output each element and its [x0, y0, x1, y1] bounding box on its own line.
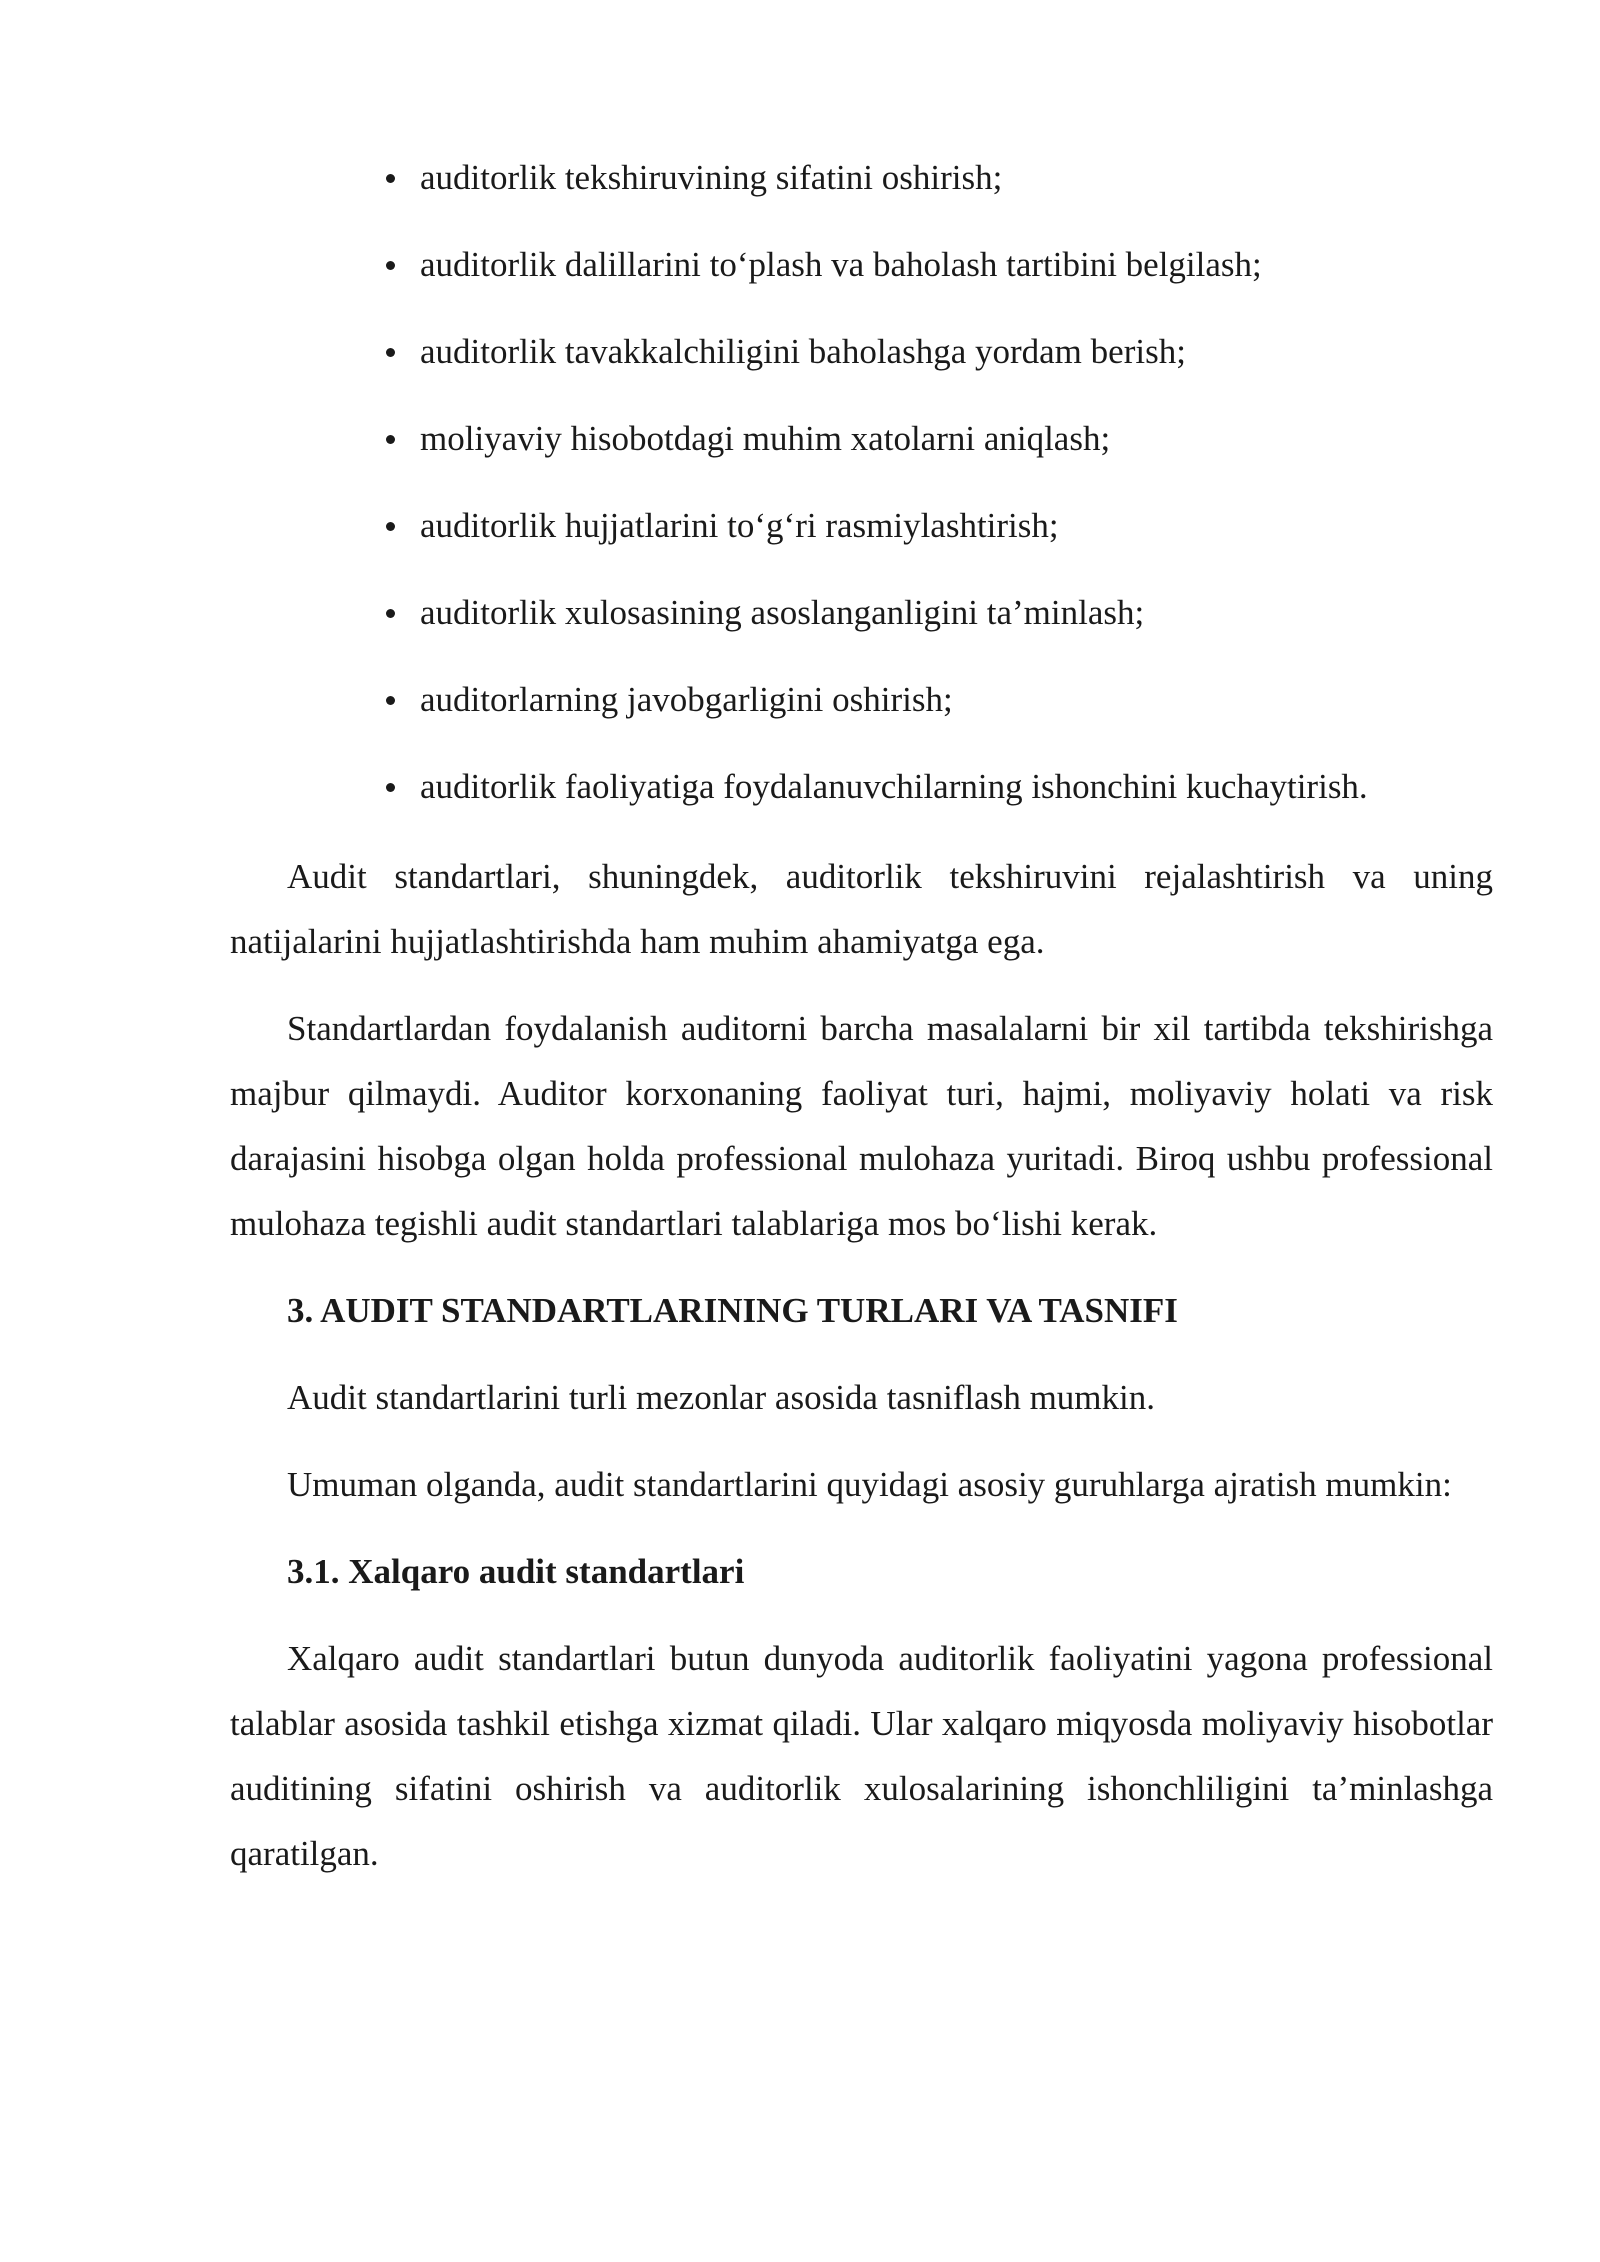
bullet-icon: [386, 609, 395, 618]
bullet-item: [230, 496, 1493, 583]
paragraph-groups: Umuman olganda, audit standartlarini quyidagi asosiy guruhlarga ajratish mumkin:: [287, 1465, 1452, 1504]
bullet-text: auditorlik dalillarini to‘plash va baholash tartibini belgilash;: [420, 245, 1262, 284]
bullet-text: auditorlik tavakkalchiligini baholashga yordam berish;: [420, 332, 1186, 371]
bullet-icon: [386, 783, 395, 792]
bullet-icon: [386, 348, 395, 357]
bullet-text: auditorlarning javobgarligini oshirish;: [420, 680, 953, 719]
bullet-item: [230, 670, 1493, 757]
bullet-item: [230, 322, 1493, 409]
bullet-item: [230, 583, 1493, 670]
bullet-text: auditorlik faoliyatiga foydalanuvchilarning ishonchini kuchaytirish.: [420, 767, 1368, 806]
bullet-text: auditorlik xulosasining asoslanganligini ta’minlash;: [420, 593, 1145, 632]
bullet-item: [230, 235, 1493, 322]
section-heading: 3. AUDIT STANDARTLARINING TURLARI VA TASNIFI: [287, 1291, 1178, 1330]
bullet-item: [230, 409, 1493, 496]
bullet-text: moliyaviy hisobotdagi muhim xatolarni aniqlash;: [420, 419, 1111, 458]
bullet-icon: [386, 522, 395, 531]
paragraph-professional-judgment: Standartlardan foydalanish auditorni barcha masalalarni bir xil tartibda tekshirishga majbur qilmaydi. Auditor korxonaning faoliyat turi, hajmi, moliyaviy holati va risk darajasini hisobga olgan holda professional mulohaza yuritadi. Biroq ushbu professional mulohaza tegishli audit standartlari talablariga mos bo‘lishi kerak.: [230, 1009, 1493, 1243]
subsection-heading: 3.1. Xalqaro audit standartlari: [287, 1552, 745, 1591]
bullet-icon: [386, 435, 395, 444]
bullet-text: auditorlik hujjatlarini to‘g‘ri rasmiylashtirish;: [420, 506, 1059, 545]
bullet-list: [230, 148, 1493, 844]
paragraph-standards-planning: Audit standartlari, shuningdek, auditorlik tekshiruvini rejalashtirish va uning natijalarini hujjatlashtirishda ham muhim ahamiyatga ega.: [230, 857, 1493, 961]
bullet-icon: [386, 174, 395, 183]
bullet-icon: [386, 261, 395, 270]
bullet-icon: [386, 696, 395, 705]
document-page: [230, 148, 1493, 1908]
paragraph-international-standards: Xalqaro audit standartlari butun dunyoda auditorlik faoliyatini yagona professional talablar asosida tashkil etishga xizmat qiladi. Ular xalqaro miqyosda moliyaviy hisobotlar auditining sifatini oshirish va auditorlik xulosalarining ishonchliligini ta’minlashga qaratilgan.: [230, 1639, 1493, 1873]
bullet-item: [230, 148, 1493, 235]
bullet-text: auditorlik tekshiruvining sifatini oshirish;: [420, 158, 1003, 197]
bullet-item: [230, 757, 1493, 844]
paragraph-classification: Audit standartlarini turli mezonlar asosida tasniflash mumkin.: [287, 1378, 1156, 1417]
